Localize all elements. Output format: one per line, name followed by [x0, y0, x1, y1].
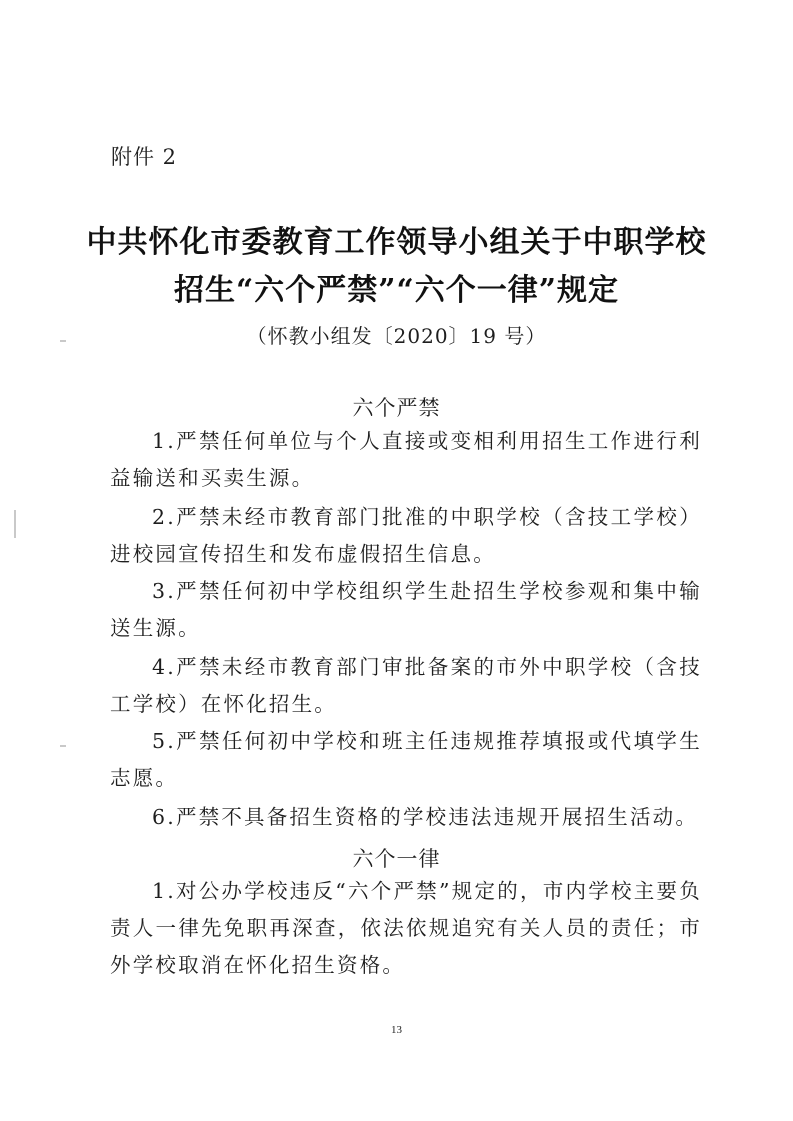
prohibition-item-5: 5.严禁任何初中学校和班主任违规推荐填报或代填学生志愿。	[110, 729, 702, 790]
document-title-line-2: 招生“六个严禁”“六个一律”规定	[173, 273, 620, 308]
rule-item-1: 1.对公办学校违反“六个严禁”规定的，市内学校主要负责人一律先免职再深查，依法依规追究有关人员的责任；市外学校取消在怀化招生资格。	[110, 879, 702, 977]
document-title-line-1: 中共怀化市委教育工作领导小组关于中职学校	[86, 225, 707, 260]
scan-artifact	[60, 745, 66, 747]
page-number: 13	[391, 1024, 402, 1036]
prohibition-item-3: 3.严禁任何初中学校组织学生赴招生学校参观和集中输送生源。	[110, 579, 702, 640]
prohibition-item-4: 4.严禁未经市教育部门审批备案的市外中职学校（含技工学校）在怀化招生。	[110, 655, 702, 716]
section-heading-six-uniform-rules: 六个一律	[352, 847, 441, 871]
attachment-label: 附件 2	[111, 145, 178, 169]
prohibition-item-1: 1.严禁任何单位与个人直接或变相利用招生工作进行利益输送和买卖生源。	[110, 429, 702, 490]
document-number: （怀教小组发〔2020〕19 号）	[246, 324, 547, 348]
scan-artifact	[14, 510, 16, 538]
section-heading-six-prohibitions: 六个严禁	[352, 396, 441, 420]
prohibition-item-6: 6.严禁不具备招生资格的学校违法违规开展招生活动。	[152, 805, 699, 829]
scan-artifact	[60, 340, 66, 342]
prohibition-item-2: 2.严禁未经市教育部门批准的中职学校（含技工学校）进校园宣传招生和发布虚假招生信息。	[110, 505, 702, 566]
